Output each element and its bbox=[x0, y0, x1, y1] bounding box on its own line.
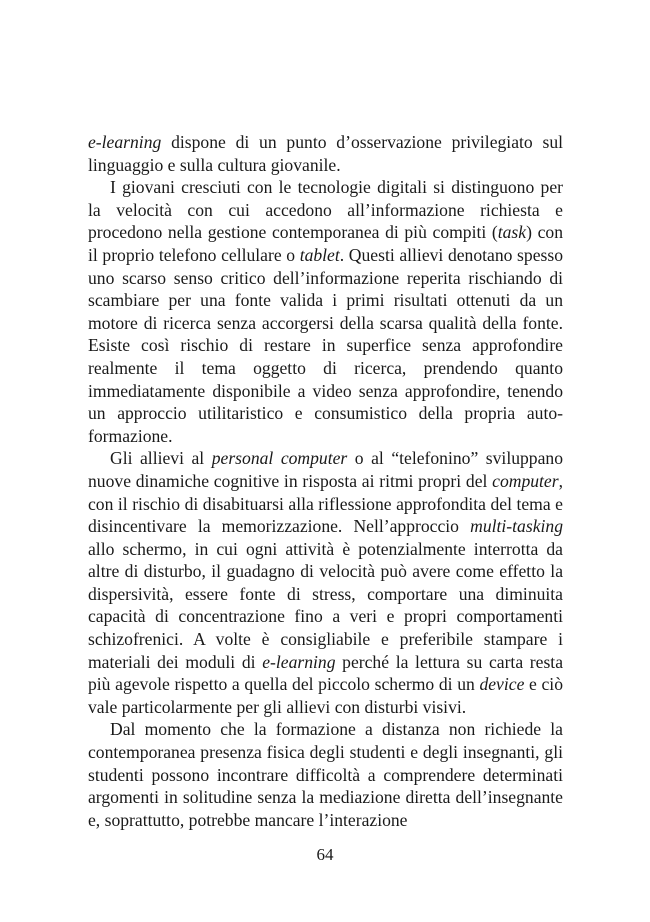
body-text bbox=[88, 131, 563, 831]
paragraph-3: Gli allievi al personal computer o al “telefonino” sviluppano nuove dinamiche cognitive in risposta ai ritmi propri del computer, con il rischio di disabituarsi alla riflessione approfondita del tema e disincentivare la memorizzazione. Nell’approccio multi-tasking allo schermo, in cui ogni attività è potenzialmente interrotta da altre di disturbo, il guadagno di velocità può avere come effetto la dispersività, essere fonte di stress, comportare una diminuita capacità di concentrazione fino a veri e propri comportamenti schizofrenici. A volte è consigliabile e preferibile stampare i materiali dei moduli di e-learning perché la lettura su carta resta più agevole rispetto a quella del piccolo schermo di un device e ciò vale particolarmente per gli allievi con disturbi visivi. bbox=[88, 448, 563, 717]
paragraph-4: Dal momento che la formazione a distanza non richiede la contemporanea presenza fisica degli studenti e degli insegnanti, gli studenti possono incontrare difficoltà a comprendere determinati argomenti in solitudine senza la mediazione diretta dell’insegnante e, soprattutto, potrebbe mancare l’interazione bbox=[88, 719, 563, 830]
paragraph-2: I giovani cresciuti con le tecnologie digitali si distinguono per la velocità con cui accedono all’informazione richiesta e procedono nella gestione contemporanea di più compiti (task) con il proprio telefono cellulare o tablet. Questi allievi denotano spesso uno scarso senso critico dell’informazione reperita rischiando di scambiare per una fonte valida i primi risultati ottenuti da un motore di ricerca senza accorgersi della scarsa qualità della fonte. Esiste così rischio di restare in superfice senza approfondire realmente il tema oggetto di ricerca, prendendo quanto immediatamente disponibile a video senza approfondire, tenendo un approccio utilitaristico e consumistico della propria auto-formazione. bbox=[88, 177, 563, 446]
page-number: 64 bbox=[316, 845, 334, 864]
paragraph-1: e-learning dispone di un punto d’osservazione privilegiato sul linguaggio e sulla cultura giovanile. bbox=[88, 132, 563, 175]
